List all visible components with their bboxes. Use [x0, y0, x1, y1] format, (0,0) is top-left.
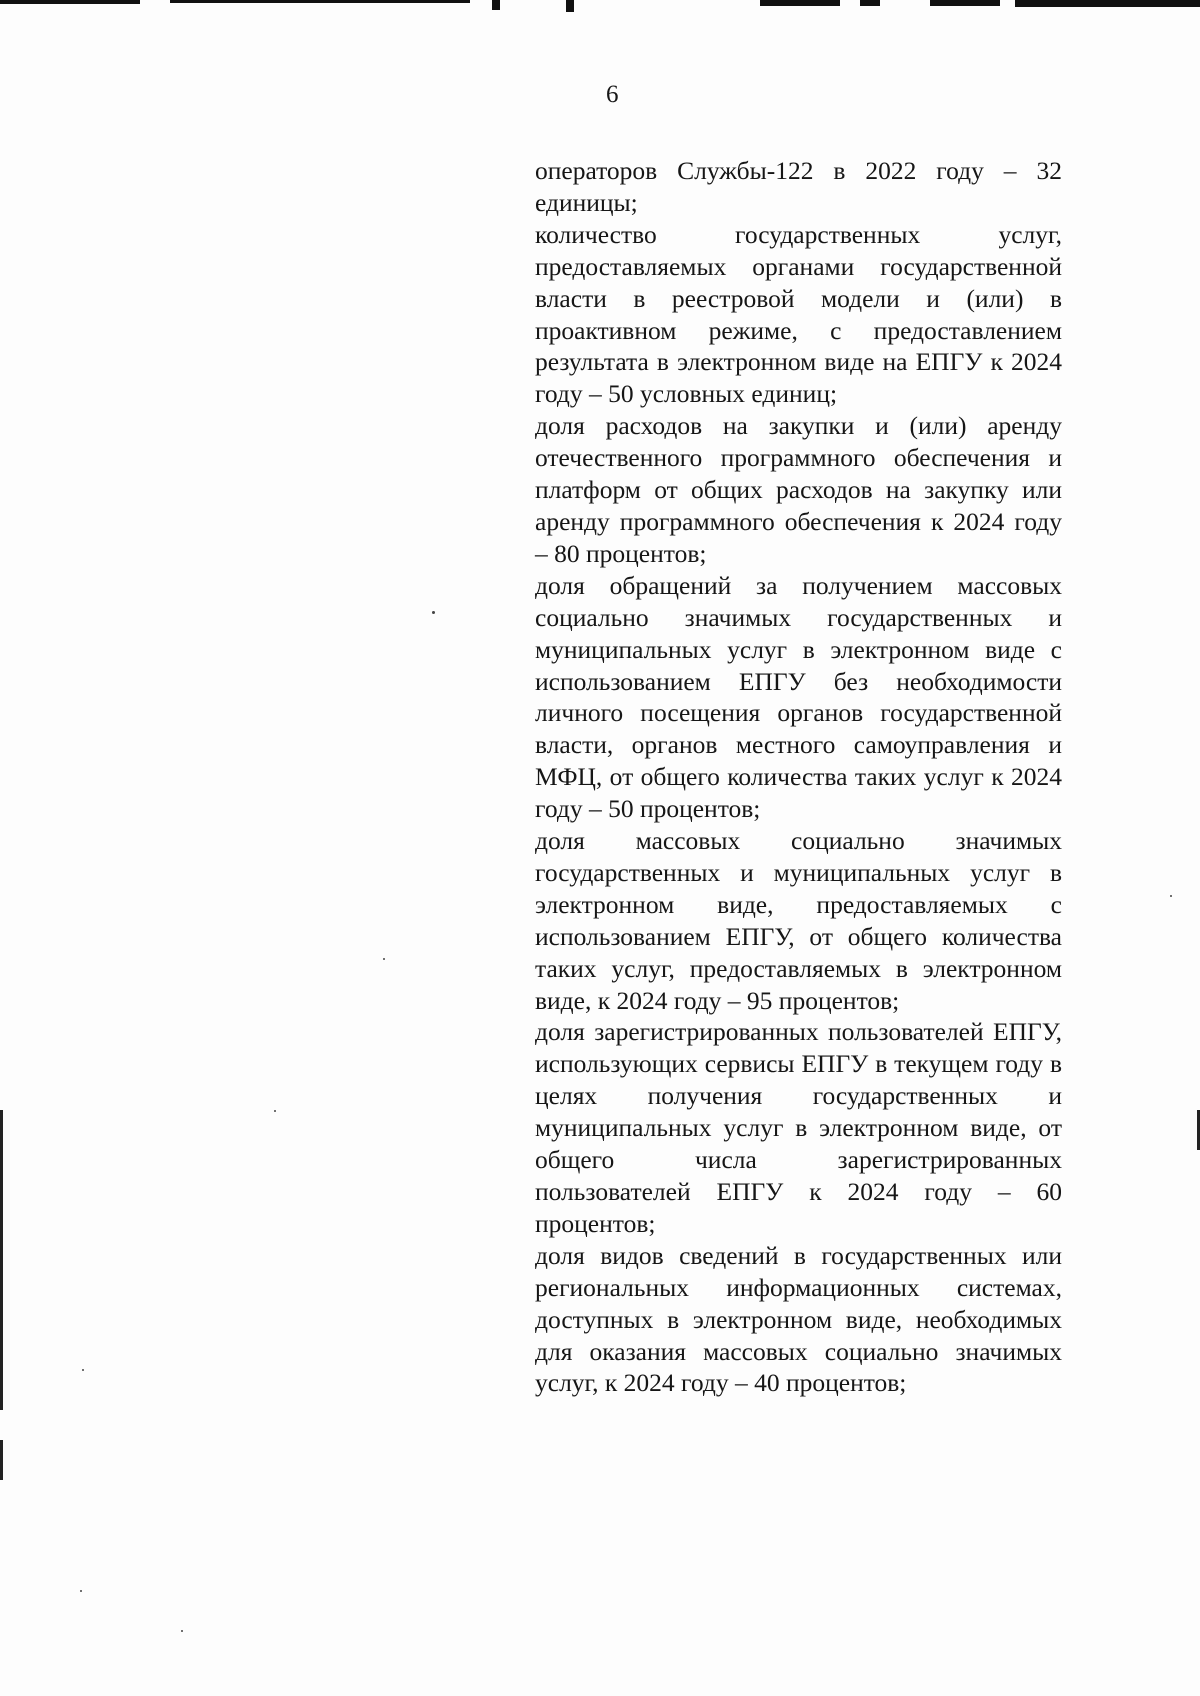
scan-speck [383, 958, 385, 960]
paragraph-registered-users-share: доля зарегистрированных пользователей ЕПГУ, использующих сервисы ЕПГУ в текущем году в целях получения государственных и муниципальных услуг в электронном виде, от общего числа зарегистрированных пользователей ЕПГУ к 2024 году – 60 процентов; [535, 1017, 1062, 1238]
paragraph-mass-services-share: доля массовых социально значимых государственных и муниципальных услуг в электронном виде, предоставляемых с использованием ЕПГУ, от общего количества таких услуг, предоставляемых в электронном виде, к 2024 году – 95 процентов; [535, 826, 1062, 1015]
document-body [535, 155, 1062, 1399]
scan-speck [80, 1590, 82, 1592]
paragraph-operators: операторов Службы-122 в 2022 году – 32 единицы; [535, 156, 1062, 217]
scan-speck [432, 611, 435, 614]
scan-speck [82, 1369, 84, 1371]
scan-speck [1170, 895, 1172, 897]
paragraph-services-count: количество государственных услуг, предоставляемых органами государственной власти в реестровой модели и (или) в проактивном режиме, с предоставлением результата в электронном виде на ЕПГУ к 2024 году – 50 условных единиц; [535, 219, 1062, 409]
scan-border-top [0, 0, 1200, 10]
paragraph-requests-share: доля обращений за получением массовых социально значимых государственных и муниципальных услуг в электронном виде с использованием ЕПГУ без необходимости личного посещения органов государственной власти, органов местного самоуправления и МФЦ, от общего количества таких услуг к 2024 году – 50 процентов; [535, 570, 1062, 824]
scan-speck [181, 1630, 183, 1632]
paragraph-data-types-share: доля видов сведений в государственных или региональных информационных системах, доступных в электронном виде, необходимых для оказания массовых социально значимых услуг, к 2024 году – 40 процентов; [535, 1240, 1062, 1398]
scan-border-left [0, 1110, 3, 1410]
scan-speck [274, 1110, 276, 1112]
scan-border-left-lower [0, 1440, 3, 1480]
page-number: 6 [606, 81, 619, 108]
paragraph-software-spending: доля расходов на закупки и (или) аренду отечественного программного обеспечения и платформ от общих расходов на закупку или аренду программного обеспечения к 2024 году – 80 процентов; [535, 411, 1062, 568]
